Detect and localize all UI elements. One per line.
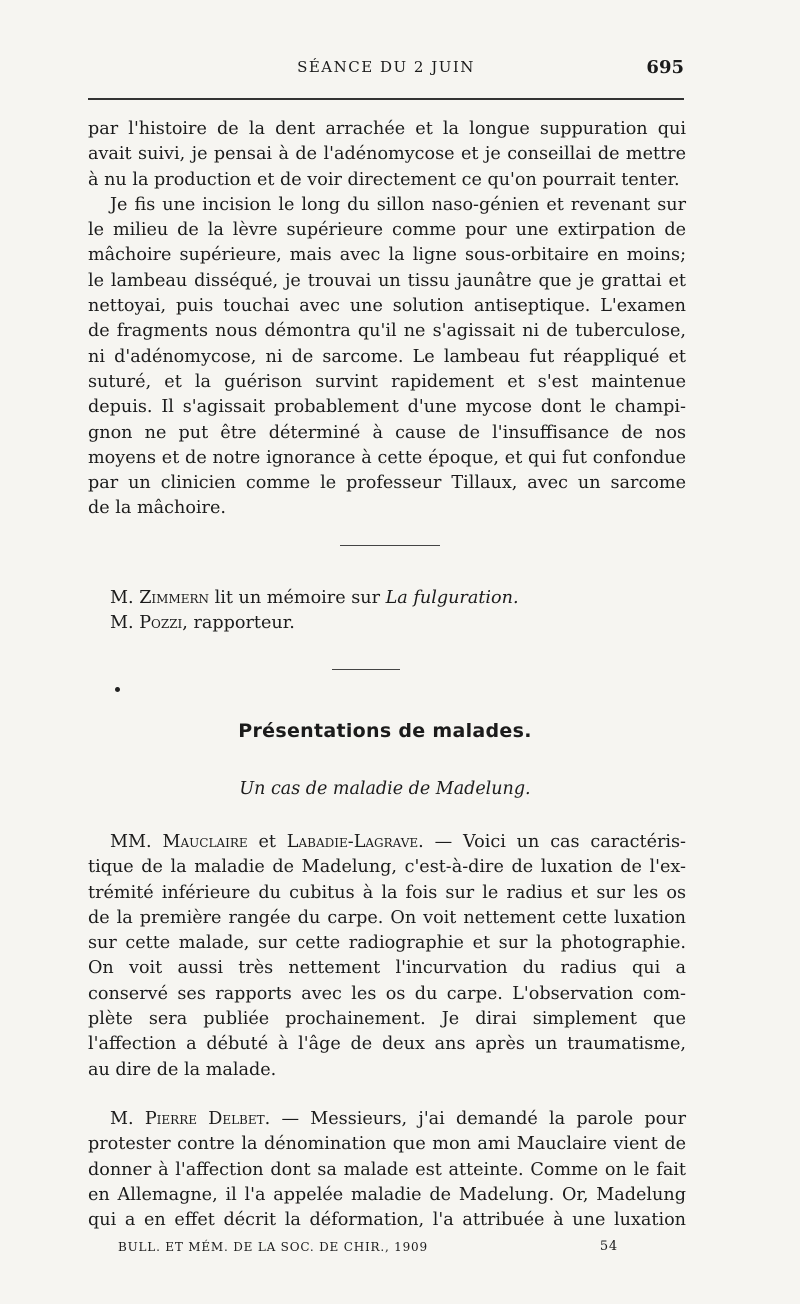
- paragraph-mauclaire: [88, 830, 686, 1083]
- text-line: protester contre la dénomination que mon ami Mauclaire vient de: [88, 1134, 686, 1155]
- rapporteur-name: Pozzi: [139, 613, 183, 634]
- text-line: Je fis une incision le long du sillon naso-génien et revenant sur: [110, 194, 686, 215]
- communication-line: [88, 611, 686, 636]
- text-fragment: . — Messieurs, j'ai demandé la parole pour: [264, 1109, 686, 1129]
- author-name: Zimmern: [139, 588, 210, 608]
- text-line: moyens et de notre ignorance à cette époque, et qui fut confondue: [88, 447, 686, 468]
- stray-mark: [115, 687, 120, 692]
- text-line: sur cette malade, sur cette radiographie et sur la photographie.: [88, 933, 686, 954]
- page-header: [88, 58, 684, 88]
- text-fragment: M.: [110, 1109, 145, 1129]
- text-line: par l'histoire de la dent arrachée et la longue suppuration qui: [88, 119, 686, 139]
- text-line: de la mâchoire.: [88, 498, 226, 519]
- memoir-title: La fulguration.: [385, 588, 519, 608]
- text-line: [88, 1107, 686, 1132]
- page-number: 695: [646, 57, 684, 78]
- section-heading: Présentations de malades.: [238, 720, 532, 742]
- text-line: tique de la maladie de Madelung, c'est-à-dire de luxation de l'ex-: [88, 857, 686, 878]
- text-line: trémité inférieure du cubitus à la fois sur le radius et sur les os: [88, 882, 686, 903]
- communication-block: [88, 586, 686, 637]
- page-footer: [118, 1240, 618, 1262]
- text-line: par un clinicien comme le professeur Tillaux, avec un sarcome: [88, 473, 686, 494]
- paragraph-continuation: [88, 117, 686, 522]
- author-name: Pierre Delbet: [144, 1109, 265, 1129]
- text-fragment: MM.: [110, 832, 163, 852]
- text-line: On voit aussi très nettement l'incurvation du radius qui a: [88, 958, 686, 979]
- text-line: de la première rangée du carpe. On voit nettement cette luxation: [88, 907, 686, 928]
- running-title: SÉANCE DU 2 JUIN: [297, 58, 475, 76]
- text-fragment: lit un mémoire sur: [209, 588, 386, 608]
- text-line: ni d'adénomycose, ni de sarcome. Le lambeau fut réappliqué et: [88, 346, 686, 367]
- section-subtitle: Un cas de maladie de Madelung.: [239, 779, 531, 799]
- author-name: Mauclaire: [162, 832, 248, 852]
- text-line: avait suivi, je pensai à de l'adénomycose et je conseillai de mettre: [88, 144, 686, 165]
- text-line: nettoyai, puis touchai avec une solution antiseptique. L'examen: [88, 296, 686, 317]
- text-line: donner à l'affection dont sa malade est atteinte. Comme on le fait: [88, 1159, 686, 1180]
- text-line: qui a en effet décrit la déformation, l'a attribuée à une luxation: [88, 1210, 686, 1231]
- paragraph-delbet: [88, 1107, 686, 1233]
- text-line: le lambeau disséqué, je trouvai un tissu jaunâtre que je grattai et: [88, 270, 686, 291]
- text-line: plète sera publiée prochainement. Je dirai simplement que: [88, 1009, 686, 1030]
- communication-line: [88, 586, 686, 611]
- signature-mark: 54: [599, 1239, 618, 1254]
- text-line: à nu la production et de voir directement ce qu'on pourrait tenter.: [88, 169, 680, 190]
- text-line: l'affection a débuté à l'âge de deux ans après un traumatisme,: [88, 1034, 686, 1055]
- text-line: au dire de la malade.: [88, 1059, 277, 1080]
- header-rule: [88, 98, 684, 100]
- author-name: Labadie-Lagrave: [286, 832, 419, 852]
- text-line: en Allemagne, il l'a appelée maladie de Madelung. Or, Madelung: [88, 1184, 686, 1205]
- text-line: depuis. Il s'agissait probablement d'une mycose dont le champi-: [88, 397, 686, 418]
- separator-rule: [332, 669, 400, 670]
- separator-rule: [340, 545, 440, 546]
- text-line: [88, 830, 686, 855]
- text-fragment: M.: [110, 613, 140, 634]
- text-line: de fragments nous démontra qu'il ne s'agissait ni de tuberculose,: [88, 321, 686, 342]
- text-line: mâchoire supérieure, mais avec la ligne sous-orbitaire en moins;: [88, 245, 686, 266]
- text-line: suturé, et la guérison survint rapidement et s'est maintenue: [88, 371, 686, 392]
- text-fragment: et: [247, 832, 287, 852]
- journal-reference: BULL. ET MÉM. DE LA SOC. DE CHIR., 1909: [118, 1240, 428, 1254]
- text-fragment: , rapporteur.: [182, 613, 295, 634]
- text-line: le milieu de la lèvre supérieure comme pour une extirpation de: [88, 220, 686, 241]
- text-line: gnon ne put être déterminé à cause de l'insuffisance de nos: [88, 422, 686, 443]
- text-fragment: M.: [110, 588, 140, 608]
- text-line: conservé ses rapports avec les os du carpe. L'observation com-: [88, 983, 686, 1004]
- text-fragment: . — Voici un cas caractéris-: [418, 832, 686, 852]
